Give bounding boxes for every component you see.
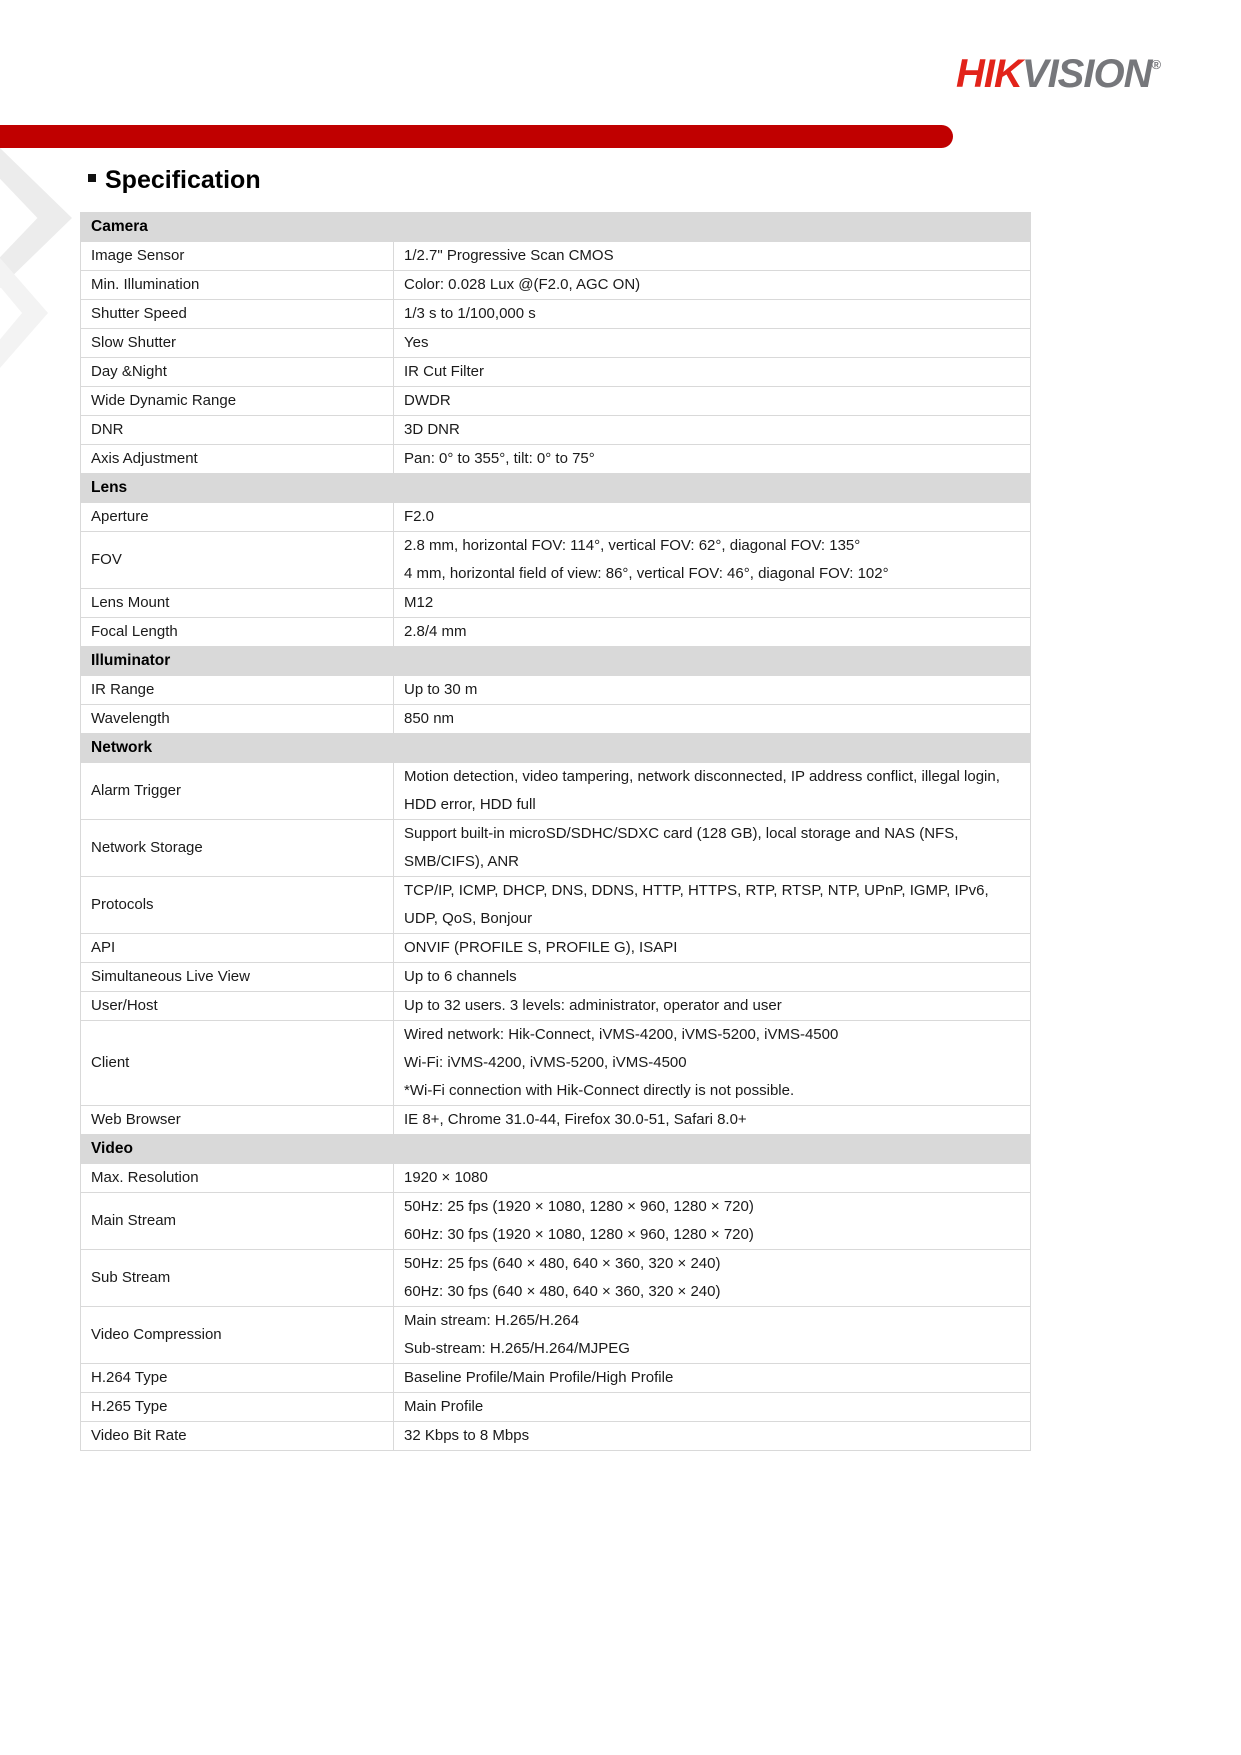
spec-value-line: 2.8/4 mm	[404, 623, 467, 640]
spec-value-line: 4 mm, horizontal field of view: 86°, vertical FOV: 46°, diagonal FOV: 102°	[404, 565, 889, 582]
page-title	[88, 163, 261, 197]
spec-value-cell	[394, 242, 1031, 271]
spec-row	[81, 589, 1031, 618]
spec-label-cell: User/Host	[81, 992, 394, 1021]
spec-row	[81, 1193, 1031, 1250]
spec-value-line: DWDR	[404, 392, 451, 409]
spec-value-cell	[394, 1422, 1031, 1451]
spec-value-cell	[394, 1393, 1031, 1422]
spec-value-line: 850 nm	[404, 710, 455, 727]
spec-value-cell	[394, 763, 1031, 820]
spec-value-cell	[394, 1193, 1031, 1250]
spec-value-line: Support built-in microSD/SDHC/SDXC card (128 GB), local storage and NAS (NFS, SMB/CIFS), ANR	[404, 825, 959, 870]
spec-row	[81, 416, 1031, 445]
spec-row	[81, 705, 1031, 734]
spec-value-cell	[394, 358, 1031, 387]
spec-value-line: F2.0	[404, 508, 435, 525]
spec-label-cell: Alarm Trigger	[81, 763, 394, 820]
spec-value-cell	[394, 1250, 1031, 1307]
spec-value-line: Baseline Profile/Main Profile/High Profile	[404, 1369, 674, 1386]
spec-row	[81, 1021, 1031, 1106]
spec-row	[81, 1364, 1031, 1393]
spec-label-cell: Video Bit Rate	[81, 1422, 394, 1451]
spec-label-cell: Simultaneous Live View	[81, 963, 394, 992]
spec-value-line: Pan: 0° to 355°, tilt: 0° to 75°	[404, 450, 595, 467]
spec-value-line: Wi-Fi: iVMS-4200, iVMS-5200, iVMS-4500	[404, 1054, 687, 1071]
spec-row	[81, 300, 1031, 329]
spec-value-cell	[394, 1307, 1031, 1364]
section-header-row	[81, 1135, 1031, 1164]
spec-value-line: 1920 × 1080	[404, 1169, 488, 1186]
spec-label-cell: Web Browser	[81, 1106, 394, 1135]
spec-label-cell: Lens Mount	[81, 589, 394, 618]
spec-value-line: *Wi-Fi connection with Hik-Connect directly is not possible.	[404, 1082, 795, 1099]
spec-label-cell: Day &Night	[81, 358, 394, 387]
spec-label-cell: Axis Adjustment	[81, 445, 394, 474]
spec-row	[81, 763, 1031, 820]
spec-value-cell	[394, 387, 1031, 416]
spec-row	[81, 1164, 1031, 1193]
spec-value-line: Motion detection, video tampering, network disconnected, IP address conflict, illegal login, HDD error, HDD full	[404, 768, 1000, 813]
section-title: Lens	[81, 474, 1031, 503]
section-header-row	[81, 213, 1031, 242]
spec-row	[81, 963, 1031, 992]
spec-value-cell	[394, 1364, 1031, 1393]
spec-row	[81, 532, 1031, 589]
spec-row	[81, 445, 1031, 474]
spec-value-line: Wired network: Hik-Connect, iVMS-4200, iVMS-5200, iVMS-4500	[404, 1026, 839, 1043]
section-title: Camera	[81, 213, 1031, 242]
spec-value-cell	[394, 329, 1031, 358]
spec-value-cell	[394, 992, 1031, 1021]
spec-label-cell: Slow Shutter	[81, 329, 394, 358]
spec-value-cell	[394, 676, 1031, 705]
spec-value-cell	[394, 705, 1031, 734]
spec-label-cell: Shutter Speed	[81, 300, 394, 329]
spec-label-cell: Video Compression	[81, 1307, 394, 1364]
spec-value-line: TCP/IP, ICMP, DHCP, DNS, DDNS, HTTP, HTTPS, RTP, RTSP, NTP, UPnP, IGMP, IPv6, UDP, QoS, Bonjour	[404, 882, 989, 927]
registered-trademark-icon: ®	[1151, 57, 1162, 72]
spec-row	[81, 676, 1031, 705]
section-title: Network	[81, 734, 1031, 763]
spec-row	[81, 1250, 1031, 1307]
spec-value-cell	[394, 877, 1031, 934]
spec-value-cell	[394, 532, 1031, 589]
spec-value-cell	[394, 934, 1031, 963]
spec-row	[81, 1422, 1031, 1451]
section-header-row	[81, 474, 1031, 503]
spec-row	[81, 271, 1031, 300]
spec-value-line: Main stream: H.265/H.264	[404, 1312, 580, 1329]
spec-row	[81, 934, 1031, 963]
spec-label-cell: FOV	[81, 532, 394, 589]
spec-value-cell	[394, 300, 1031, 329]
spec-row	[81, 618, 1031, 647]
spec-value-cell	[394, 820, 1031, 877]
hikvision-logo	[956, 54, 1161, 94]
logo-text-red: HIK	[956, 52, 1022, 96]
logo-text-gray: VISION	[1021, 52, 1152, 96]
spec-label-cell: Sub Stream	[81, 1250, 394, 1307]
spec-row	[81, 992, 1031, 1021]
spec-row	[81, 503, 1031, 532]
spec-value-line: 32 Kbps to 8 Mbps	[404, 1427, 530, 1444]
spec-value-cell	[394, 589, 1031, 618]
spec-label-cell: H.264 Type	[81, 1364, 394, 1393]
brand-red-banner	[0, 125, 953, 148]
spec-label-cell: Focal Length	[81, 618, 394, 647]
spec-row	[81, 877, 1031, 934]
spec-label-cell: API	[81, 934, 394, 963]
spec-value-cell	[394, 445, 1031, 474]
spec-label-cell: Protocols	[81, 877, 394, 934]
chevron-shape-large	[0, 148, 72, 288]
spec-value-line: 2.8 mm, horizontal FOV: 114°, vertical FOV: 62°, diagonal FOV: 135°	[404, 537, 861, 554]
spec-value-line: Up to 30 m	[404, 681, 478, 698]
spec-row	[81, 1307, 1031, 1364]
section-header-row	[81, 647, 1031, 676]
spec-value-line: 60Hz: 30 fps (1920 × 1080, 1280 × 960, 1280 × 720)	[404, 1226, 754, 1243]
square-bullet-icon	[88, 174, 96, 182]
page-title-text: Specification	[105, 166, 261, 194]
spec-value-cell	[394, 1164, 1031, 1193]
spec-value-cell	[394, 618, 1031, 647]
spec-value-cell	[394, 963, 1031, 992]
spec-value-cell	[394, 503, 1031, 532]
specification-table	[80, 212, 1031, 1451]
spec-row	[81, 1106, 1031, 1135]
spec-row	[81, 358, 1031, 387]
spec-value-cell	[394, 271, 1031, 300]
spec-label-cell: Wide Dynamic Range	[81, 387, 394, 416]
spec-label-cell: H.265 Type	[81, 1393, 394, 1422]
spec-label-cell: Min. Illumination	[81, 271, 394, 300]
section-title: Video	[81, 1135, 1031, 1164]
spec-value-line: IR Cut Filter	[404, 363, 485, 380]
spec-value-line: 50Hz: 25 fps (640 × 480, 640 × 360, 320 × 240)	[404, 1255, 721, 1272]
spec-value-line: 1/2.7" Progressive Scan CMOS	[404, 247, 614, 264]
spec-label-cell: Client	[81, 1021, 394, 1106]
spec-label-cell: IR Range	[81, 676, 394, 705]
spec-value-line: 60Hz: 30 fps (640 × 480, 640 × 360, 320 × 240)	[404, 1283, 721, 1300]
spec-value-cell	[394, 1021, 1031, 1106]
section-header-row	[81, 734, 1031, 763]
spec-value-cell	[394, 416, 1031, 445]
spec-label-cell: Main Stream	[81, 1193, 394, 1250]
spec-label-cell: Network Storage	[81, 820, 394, 877]
specification-table-body	[81, 213, 1031, 1451]
spec-value-line: 3D DNR	[404, 421, 460, 438]
spec-label-cell: Image Sensor	[81, 242, 394, 271]
spec-value-line: Main Profile	[404, 1398, 484, 1415]
spec-value-line: M12	[404, 594, 434, 611]
spec-value-line: 1/3 s to 1/100,000 s	[404, 305, 536, 322]
spec-row	[81, 387, 1031, 416]
spec-value-line: Sub-stream: H.265/H.264/MJPEG	[404, 1340, 630, 1357]
spec-value-line: ONVIF (PROFILE S, PROFILE G), ISAPI	[404, 939, 678, 956]
spec-label-cell: Wavelength	[81, 705, 394, 734]
spec-value-cell	[394, 1106, 1031, 1135]
spec-value-line: Yes	[404, 334, 429, 351]
section-title: Illuminator	[81, 647, 1031, 676]
spec-value-line: Color: 0.028 Lux @(F2.0, AGC ON)	[404, 276, 641, 293]
spec-row	[81, 1393, 1031, 1422]
spec-row	[81, 329, 1031, 358]
spec-row	[81, 820, 1031, 877]
spec-value-line: Up to 32 users. 3 levels: administrator, operator and user	[404, 997, 782, 1014]
spec-value-line: 50Hz: 25 fps (1920 × 1080, 1280 × 960, 1280 × 720)	[404, 1198, 754, 1215]
spec-value-line: IE 8+, Chrome 31.0-44, Firefox 30.0-51, Safari 8.0+	[404, 1111, 747, 1128]
spec-label-cell: DNR	[81, 416, 394, 445]
spec-label-cell: Max. Resolution	[81, 1164, 394, 1193]
spec-label-cell: Aperture	[81, 503, 394, 532]
chevron-shape-small	[0, 258, 48, 368]
spec-value-line: Up to 6 channels	[404, 968, 517, 985]
watermark-chevron-graphic	[0, 148, 90, 368]
spec-row	[81, 242, 1031, 271]
